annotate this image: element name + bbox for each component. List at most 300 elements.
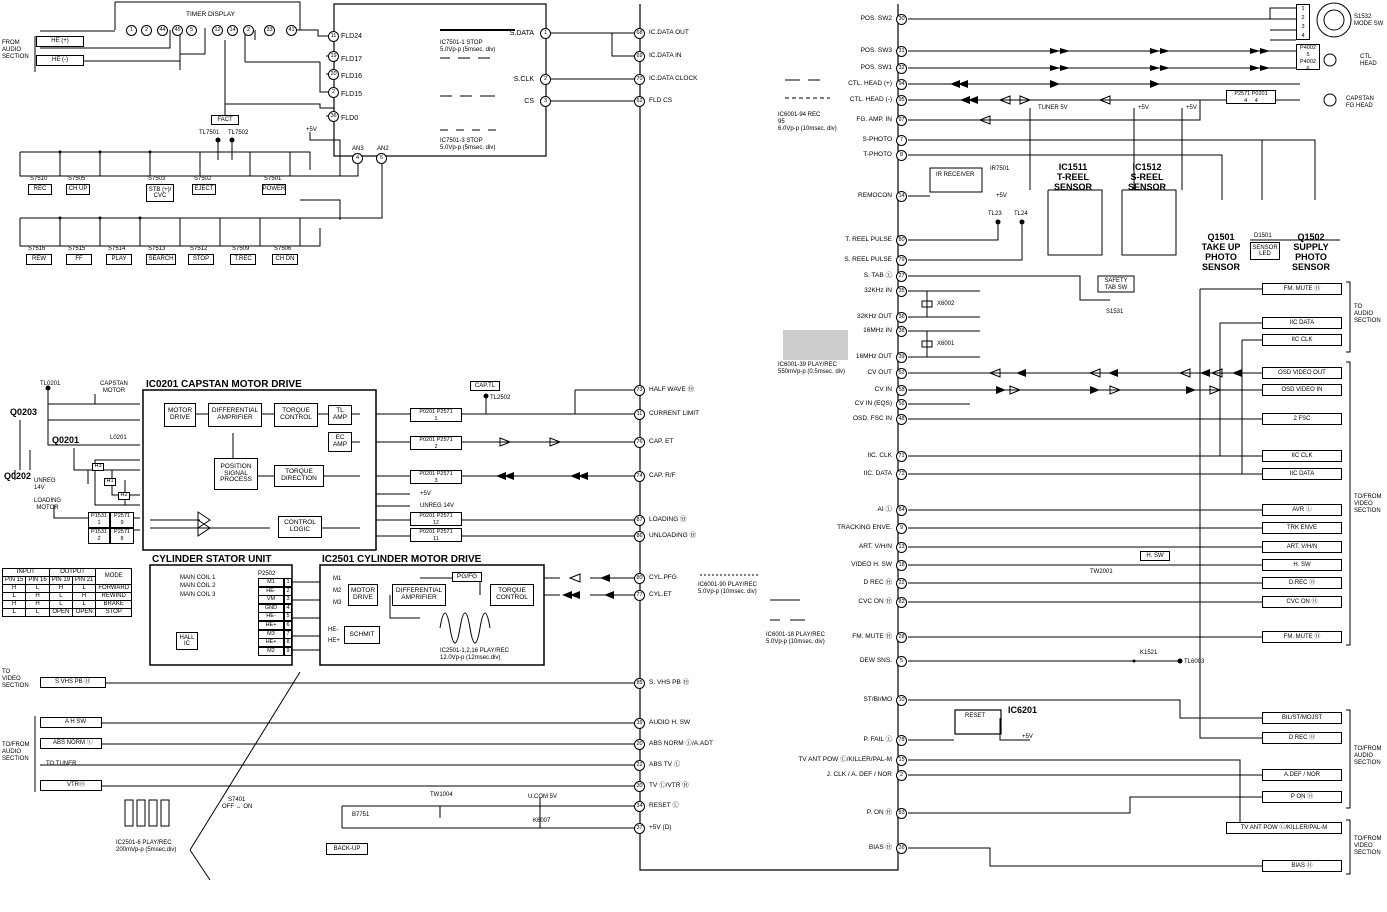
capstan-connector: P0201 P2571 3 — [410, 470, 462, 484]
mcu-pin-label: IC.DATA CLOCK — [649, 75, 698, 82]
key-rew[interactable]: REW — [26, 254, 52, 265]
fld0-label: FLD0 — [341, 115, 359, 122]
mcu-pin-label: P. ON Ⓗ — [866, 809, 892, 816]
key-switch-id: S7502 — [194, 176, 212, 182]
signal-box: P ON Ⓗ — [1262, 791, 1342, 803]
loading-conn-1b: P2571 9 — [110, 512, 134, 528]
capstan-drive-title: IC0201 CAPSTAN MOTOR DRIVE — [146, 379, 302, 390]
mcu-pin: 86 — [634, 531, 645, 542]
mcu-pin-label: CVC ON Ⓗ — [858, 598, 892, 605]
key-stop[interactable]: STOP — [188, 254, 214, 265]
mcu-pin-label: POS. SW1 — [860, 64, 892, 71]
cyl-he-plus: HE+ — [328, 638, 340, 644]
mcu-pin-label: IC.DATA IN — [649, 52, 682, 59]
stator-pin-num: 1 — [284, 578, 292, 587]
mcu-pin-label: FLD CS — [649, 97, 673, 104]
mcu-pin: 22 — [634, 760, 645, 771]
mcu-pin-label: T-PHOTO — [863, 151, 892, 158]
hall-h2: H2 — [118, 492, 130, 500]
x6002-label: X6002 — [937, 301, 955, 307]
wave-note-ic6001-90: IC6001-90 PLAY/REC 5.0Vp-p (10msec. div) — [698, 582, 757, 595]
key-ch-dn[interactable]: CH DN — [272, 254, 298, 265]
tl24-label: TL24 — [1014, 211, 1028, 217]
mcu-pin-label: CTL. HEAD (+) — [848, 80, 892, 87]
mcu-pin-label: TV Ⓛ/VTR Ⓗ — [649, 782, 689, 789]
mcu-pin: 26 — [896, 843, 907, 854]
stator-pin-num: 4 — [284, 604, 292, 613]
fld-pin: 19 — [328, 51, 339, 62]
stator-pin-name: HE+ — [258, 638, 284, 647]
mcu-pin: 62 — [634, 96, 645, 107]
schmit-block: SCHMIT — [344, 626, 380, 644]
mcu-pin-label: FG. AMP. IN — [856, 116, 892, 123]
loading-conn-2b: P2571 8 — [110, 528, 134, 544]
mcu-pin: 97 — [896, 115, 907, 126]
mcu-pin-label: ABS TV Ⓛ — [649, 761, 681, 768]
mcu-pin-label: CYL.PFG — [649, 574, 677, 581]
wave-note-ic2501-6: IC2501-6 PLAY/REC 200mVp-p (5msec.div) — [116, 840, 177, 853]
mcu-pin-label: LOADING Ⓗ — [649, 516, 687, 523]
mcu-pin-label: POS. SW2 — [860, 15, 892, 22]
key-switch-id: S7505 — [68, 176, 86, 182]
plus5v-a: +5V — [1138, 105, 1149, 111]
ic1512-label: IC1512 S-REEL SENSOR — [1127, 162, 1166, 192]
signal-box: OSD VIDEO IN — [1262, 384, 1342, 396]
to-from-audio-right: TO/FROM AUDIO SECTION — [1354, 746, 1382, 766]
cyl-m1: M1 — [333, 576, 342, 582]
mcu-pin-label: AI Ⓛ — [877, 506, 892, 513]
mcu-pin: 8 — [896, 150, 907, 161]
key-switch-id: S7503 — [148, 176, 166, 182]
key-switch-id: S7506 — [274, 246, 292, 252]
safety-tab-sw-label: SAFETY TAB SW — [1104, 278, 1128, 291]
key-stb-cvc[interactable]: STB (+)/ CVC — [146, 184, 174, 202]
ir-plus5v: +5V — [996, 193, 1007, 199]
mcu-pin: 72 — [896, 469, 907, 480]
to-video-section-label: TO VIDEO SECTION — [2, 669, 29, 689]
signal-box: OSD VIDEO OUT — [1262, 367, 1342, 379]
capstan-connector: P0201 P2571 12 — [410, 512, 462, 526]
key-eject[interactable]: EJECT — [192, 184, 216, 195]
stator-pin-name: VM — [258, 595, 284, 604]
timer-pin: 12 — [212, 25, 223, 36]
key-t-rec[interactable]: T.REC — [230, 254, 256, 265]
timer-pin: 41 — [286, 25, 297, 36]
main-coil-2: MAIN COIL 2 — [180, 583, 216, 589]
mcu-pin: 80 — [896, 235, 907, 246]
mcu-pin: 36 — [896, 312, 907, 323]
fld-pin: 11 — [328, 31, 339, 42]
signal-box: D REC Ⓗ — [1262, 732, 1342, 744]
differential-amplifier-block: DIFFERENTIAL AMPRIFIER — [208, 403, 262, 427]
mcu-pin: 18 — [896, 560, 907, 571]
tl-amp-block: TL AMP — [328, 405, 352, 425]
mcu-pin: 80 — [634, 573, 645, 584]
key-switch-id: S7515 — [68, 246, 86, 252]
loading-conn-2: P1531 2 — [88, 528, 110, 544]
mcu-pin-label: CAP. R/F — [649, 472, 676, 479]
mcu-pin: 95 — [896, 95, 907, 106]
cyl-diff-amp-block: DIFFERENTIAL AMPRIFIER — [392, 584, 446, 606]
pin-an2: 5 — [376, 153, 387, 164]
mcu-pin: 58 — [896, 385, 907, 396]
tw2001-label: TW2001 — [1090, 569, 1113, 575]
mode-sw-pins: 1 2 3 4 — [1296, 4, 1310, 40]
a-h-sw-signal: A H SW — [40, 717, 102, 728]
from-audio-section-label: FROM AUDIO SECTION — [2, 40, 29, 60]
mcu-pin: 82 — [896, 597, 907, 608]
hall-h3: H3 — [92, 463, 104, 471]
signal-box: BIAS Ⓗ — [1262, 860, 1342, 872]
hall-ic-block: HALL IC — [176, 632, 198, 650]
cyl-m3: M3 — [333, 600, 342, 606]
signal-box: IIC CLK — [1262, 450, 1342, 462]
mcu-pin: 56 — [896, 399, 907, 410]
signal-box: AVR Ⓛ — [1262, 504, 1342, 516]
cylinder-drive-title: IC2501 CYLINDER MOTOR DRIVE — [322, 554, 482, 565]
stator-pin-name: M1 — [258, 578, 284, 587]
wave-note-ic6001-94: IC6001-94 REC 95 6.0Vp-p (10msec. div) — [778, 112, 837, 132]
s1532-mode-sw: S1532 MODE SW — [1354, 14, 1384, 27]
timer-pin: 44 — [157, 25, 168, 36]
s7401-off-on: OFF ↔ ON — [222, 804, 253, 810]
he-minus-signal: HE (-) — [36, 55, 84, 66]
mcu-pin: 14 — [896, 191, 907, 202]
stator-pin-num: 8 — [284, 638, 292, 647]
mcu-pin: 48 — [896, 414, 907, 425]
key-switch-id: S7513 — [148, 246, 166, 252]
mcu-pin-label: T. REEL PULSE — [845, 236, 892, 243]
key-ff[interactable]: FF — [66, 254, 92, 265]
mcu-pin-label: ABS NORM Ⓛ/A.ADT — [649, 740, 713, 747]
mcu-pin: 74 — [634, 471, 645, 482]
s-data-label: S.DATA — [509, 30, 534, 37]
mcu-pin: 7 — [896, 135, 907, 146]
capstan-connector: P0201 P2571 1 — [410, 408, 462, 422]
mcu-pin-label: ART. V/H/N — [858, 543, 892, 550]
mcu-pin: 70 — [634, 74, 645, 85]
cyl-m2: M2 — [333, 588, 342, 594]
an2-label: AN2 — [377, 146, 389, 152]
stator-title: CYLINDER STATOR UNIT — [152, 554, 272, 565]
stator-pin-num: 6 — [284, 621, 292, 630]
signal-box: CVC ON Ⓗ — [1262, 596, 1342, 608]
stator-pin-name: HE- — [258, 587, 284, 596]
cyl-torque-block: TORQUE CONTROL — [490, 584, 534, 606]
mcu-pin-label: UNLOADING Ⓗ — [649, 532, 696, 539]
mcu-pin: 22 — [896, 578, 907, 589]
mcu-pin-label: DEW SNS. — [859, 657, 892, 664]
mcu-pin-label: +5V (D) — [649, 824, 672, 831]
mcu-pin: 30 — [896, 14, 907, 25]
ec-amp-block: EC AMP — [328, 432, 352, 452]
signal-box: TV ANT POW Ⓛ/KILLER/PAL-M — [1226, 822, 1342, 834]
timer-pin: 2 — [243, 25, 254, 36]
mcu-pin-label: 32KHz IN — [864, 287, 892, 294]
mcu-pin-label: REMOCON — [858, 192, 892, 199]
x6001-label: X6001 — [937, 341, 955, 347]
timer-pin: 1 — [126, 25, 137, 36]
fld-pin: 20 — [328, 69, 339, 80]
mcu-pin-label: D REC Ⓗ — [863, 579, 892, 586]
torque-control-block: TORQUE CONTROL — [274, 403, 318, 427]
ir7501-label: IR7501 — [990, 166, 1010, 172]
wave-note-ic6001-39: IC6001-39 PLAY/REC 550mVp-p (0.5msec. div) — [778, 362, 846, 375]
k1521-label: K1521 — [1140, 650, 1158, 656]
mcu-pin: 79 — [896, 255, 907, 266]
capstan-connector: P0201 P2571 11 — [410, 528, 462, 542]
capstan-connector: P0201 P2571 2 — [410, 436, 462, 450]
stator-pin-num: 7 — [284, 630, 292, 639]
mcu-pin: 32 — [896, 63, 907, 74]
mcu-pin: 52 — [896, 368, 907, 379]
key-ch-up[interactable]: CH UP — [66, 184, 90, 195]
he-plus-signal: HE (+) — [36, 36, 84, 47]
k6007-label: K6007 — [533, 818, 551, 824]
main-coil-3: MAIN COIL 3 — [180, 592, 216, 598]
abs-norm-signal: ABS NORM Ⓛ — [40, 738, 102, 749]
mcu-pin: 85 — [634, 678, 645, 689]
to-tuner-label: TO TUNER — [46, 761, 77, 767]
pin-s-clk: 2 — [540, 74, 551, 85]
key-play[interactable]: PLAY — [106, 254, 132, 265]
mcu-pin: 2 — [896, 770, 907, 781]
s-clk-label: S.CLK — [513, 76, 534, 83]
fld-pin: 36 — [328, 111, 339, 122]
mcu-pin: 87 — [634, 515, 645, 526]
mcu-pin: 5 — [896, 656, 907, 667]
tw1004-label: TW1004 — [430, 792, 453, 798]
signal-box: A.DEF / NOR — [1262, 769, 1342, 781]
stator-pin-name: M3 — [258, 630, 284, 639]
main-coil-1: MAIN COIL 1 — [180, 575, 216, 581]
to-from-video-right: TO/FROM VIDEO SECTION — [1354, 494, 1382, 514]
mcu-pin-label: 16MHz OUT — [855, 353, 892, 360]
mode-truth-table: INPUT OUTPUT MODE PIN 15 PIN 16 PIN 19 PIN 21 H L H L FORWARD L H L H REWIND H H L L BRAKE L L OPEN OPEN STOP — [2, 568, 132, 617]
mcu-pin-label: IIC. CLK — [867, 452, 892, 459]
mcu-pin-label: IC.DATA OUT — [649, 29, 689, 36]
fld-pin: 2 — [328, 87, 339, 98]
position-signal-block: POSITION SIGNAL PROCESS — [214, 458, 258, 490]
signal-box: IIC DATA — [1262, 317, 1342, 329]
mcu-pin: 69 — [634, 51, 645, 62]
key-switch-id: S7510 — [30, 176, 48, 182]
fact-box: FACT — [211, 115, 239, 125]
mcu-pin: 11 — [634, 409, 645, 420]
mcu-pin-label: BIAS Ⓗ — [868, 844, 892, 851]
timer-pin: 14 — [227, 25, 238, 36]
fld16-label: FLD16 — [341, 73, 363, 80]
mcu-pin: 13 — [896, 542, 907, 553]
cyl-motor-drive-block: MOTOR DRIVE — [348, 584, 378, 606]
mcu-pin: 28 — [896, 632, 907, 643]
mcu-pin: 37 — [634, 823, 645, 834]
tuner-5v-label: TUNER 5V — [1038, 105, 1068, 111]
mcu-pin-label: OSD. FSC IN — [852, 415, 892, 422]
timer-display-label: TIMER DISPLAY — [186, 11, 236, 18]
capstan-motor-label: CAPSTAN MOTOR — [100, 381, 128, 394]
pin-s-data: 1 — [540, 28, 551, 39]
mcu-pin: 78 — [896, 735, 907, 746]
timer-pin: 45 — [172, 25, 183, 36]
stator-pin-num: 9 — [284, 647, 292, 656]
mcu-pin: 83 — [896, 808, 907, 819]
ic6201-label: IC6201 — [1008, 705, 1038, 715]
to-from-audio-left: TO/FROM AUDIO SECTION — [2, 742, 30, 762]
mcu-pin: 68 — [634, 28, 645, 39]
signal-box: H. SW — [1262, 559, 1342, 571]
backup-box: BACK-UP — [326, 843, 368, 855]
signal-box: D.REC Ⓗ — [1262, 577, 1342, 589]
mcu-pin-label: J. CLK / A. DEF / NOR — [826, 771, 892, 778]
p4002-connector-a: P4002 5 P4002 6 — [1296, 44, 1320, 70]
loading-motor-label: LOADING MOTOR — [34, 498, 62, 511]
tl7501-label: TL7501 — [199, 130, 220, 136]
mcu-pin-label: S. REEL PULSE — [844, 256, 892, 263]
l0201-label: L0201 — [110, 435, 127, 441]
wave-note-ic2501: IC2501-1,2,16 PLAY/REC 12.0Vp-p (12msec.div) — [440, 648, 509, 661]
mcu-pin: 9 — [896, 523, 907, 534]
key-rec[interactable]: REC — [28, 184, 52, 195]
signal-box: FM. MUTE Ⓗ — [1262, 631, 1342, 643]
pgfg-block: PG/FG — [452, 572, 482, 582]
mcu-pin-label: CV IN — [874, 386, 892, 393]
mcu-pin-label: CTL. HEAD (-) — [849, 96, 892, 103]
key-search[interactable]: SEARCH — [146, 254, 176, 265]
mcu-pin-label: S. VHS PB Ⓗ — [649, 679, 690, 686]
torque-direction-block: TORQUE DIRECTION — [274, 465, 324, 487]
key-switch-id: S7512 — [190, 246, 208, 252]
mcu-pin: 35 — [896, 286, 907, 297]
d1501-label: D1501 — [1254, 233, 1272, 239]
vtr-signal: VTR Ⓗ — [40, 780, 102, 791]
mcu-pin: 10 — [896, 695, 907, 706]
stator-pin-num: 2 — [284, 587, 292, 596]
tl7502-label: TL7502 — [228, 130, 249, 136]
fld15-label: FLD15 — [341, 91, 363, 98]
reset-plus5v: +5V — [1022, 734, 1033, 740]
to-audio-section-right: TO AUDIO SECTION — [1354, 304, 1381, 324]
mcu-pin: 94 — [896, 79, 907, 90]
mcu-pin-label: TRACKING ENVE. — [837, 524, 892, 531]
plus5v-b: +5V — [1186, 105, 1197, 111]
q0201-label: Q0201 — [52, 435, 80, 445]
p2502-label: P2502 — [258, 571, 276, 577]
mcu-pin: 20 — [634, 739, 645, 750]
timer-pin: 33 — [264, 25, 275, 36]
mcu-pin: 76 — [634, 437, 645, 448]
mcu-pin-label: CV OUT — [867, 369, 892, 376]
ir-receiver-label: IR RECEIVER — [936, 172, 975, 178]
mcu-pin-label: 16MHz IN — [863, 327, 892, 334]
s-vhs-pb-signal: S VHS PB Ⓗ — [40, 677, 106, 688]
mcu-pin: 77 — [634, 590, 645, 601]
wave-note-ic7501-1: IC7501-1 STOP 5.0Vp-p (5msec. div) — [440, 40, 496, 53]
reset-chip-label: RESET — [965, 713, 986, 719]
signal-box: IIC CLK — [1262, 334, 1342, 346]
cap-tl-box: CAP.TL — [470, 381, 500, 391]
tl23-label: TL23 — [988, 211, 1002, 217]
ctl-head-label: CTL HEAD — [1360, 54, 1377, 67]
mcu-pin: 73 — [634, 385, 645, 396]
motor-drive-block: MOTOR DRIVE — [164, 403, 196, 427]
mcu-pin: 38 — [896, 326, 907, 337]
mcu-pin-label: ST/BI/MO — [863, 696, 892, 703]
mcu-pin: 39 — [896, 352, 907, 363]
mcu-pin-label: CV IN (EQS) — [854, 400, 892, 407]
stator-pin-name: GND — [258, 604, 284, 613]
mcu-pin-label: TV ANT POW Ⓛ/KILLER/PAL-M — [798, 756, 892, 763]
signal-box: 2 FSC — [1262, 413, 1342, 425]
mcu-pin-label: CYL.ET — [649, 591, 672, 598]
hall-h1: H1 — [104, 478, 116, 486]
cyl-he-minus: HE- — [328, 627, 339, 633]
mcu-pin: 27 — [896, 271, 907, 282]
fld24-label: FLD24 — [341, 33, 363, 40]
p2571-p0201-connector: P2571 P0201 4 4 — [1226, 90, 1276, 104]
mcu-pin: 84 — [896, 505, 907, 516]
unreg-label: UNREG 14V — [34, 478, 56, 491]
signal-box: FM. MUTE Ⓗ — [1262, 283, 1342, 295]
to-from-video-right-2: TO/FROM VIDEO SECTION — [1354, 836, 1382, 856]
q0203-label: Q0203 — [10, 407, 38, 417]
ucom5v-label: U.COM 5V — [528, 794, 558, 800]
wave-note-ic6001-18: IC6001-18 PLAY/REC 5.0Vp-p (10msec. div) — [766, 632, 825, 645]
mcu-pin: 34 — [634, 801, 645, 812]
cap-plus5v-label: +5V — [420, 491, 431, 497]
an3-label: AN3 — [352, 146, 364, 152]
timer-pin: 5 — [186, 25, 197, 36]
stator-pin-num: 5 — [284, 612, 292, 621]
key-switch-id: S7501 — [264, 176, 282, 182]
stator-pin-name: HE+ — [258, 621, 284, 630]
cs-label: CS — [524, 98, 534, 105]
signal-box: TRK ENVE — [1262, 522, 1342, 534]
mcu-pin-label: IIC. DATA — [863, 470, 892, 477]
key-switch-id: S7509 — [232, 246, 250, 252]
stator-pin-name: M2 — [258, 647, 284, 656]
key-switch-id: S7516 — [28, 246, 46, 252]
key-power[interactable]: POWER — [262, 184, 286, 195]
mcu-pin-label: POS. SW3 — [860, 47, 892, 54]
mcu-pin-label: P. FAIL Ⓛ — [863, 736, 892, 743]
stator-pin-num: 3 — [284, 595, 292, 604]
tl6003-label: TL6003 — [1184, 659, 1205, 665]
pin-cs: 3 — [540, 96, 551, 107]
s7401-label: S7401 — [228, 797, 246, 803]
mcu-pin: 31 — [896, 46, 907, 57]
mcu-pin-label: RESET Ⓛ — [649, 802, 679, 809]
unreg14v-label: UNREG 14V — [420, 503, 455, 509]
stator-pin-name: HE- — [258, 612, 284, 621]
capstan-fg-head-label: CAPSTAN FG HEAD — [1346, 96, 1374, 109]
mcu-pin-label: CURRENT LIMIT — [649, 410, 700, 417]
q1502-label: Q1502 SUPPLY PHOTO SENSOR — [1291, 232, 1330, 272]
pin-an3: 4 — [352, 153, 363, 164]
q1501-label: Q1501 TAKE UP PHOTO SENSOR — [1201, 232, 1241, 272]
tl0201-label: TL0201 — [40, 381, 61, 387]
mcu-pin-label: FM. MUTE Ⓗ — [852, 633, 892, 640]
mcu-pin-label: VIDEO H. SW — [851, 561, 892, 568]
fld17-label: FLD17 — [341, 56, 363, 63]
mcu-pin-label: HALF WAVE Ⓗ — [649, 386, 695, 393]
mcu-pin-label: CAP. ET — [649, 438, 674, 445]
b7751-label: B7751 — [352, 812, 370, 818]
ic1511-label: IC1511 T-REEL SENSOR — [1053, 162, 1092, 192]
mcu-pin-label: AUDIO H. SW — [649, 719, 691, 726]
signal-box: ART. V/H/N — [1262, 541, 1342, 553]
wave-note-ic7501-3: IC7501-3 STOP 5.0Vp-p (5msec. div) — [440, 138, 496, 151]
